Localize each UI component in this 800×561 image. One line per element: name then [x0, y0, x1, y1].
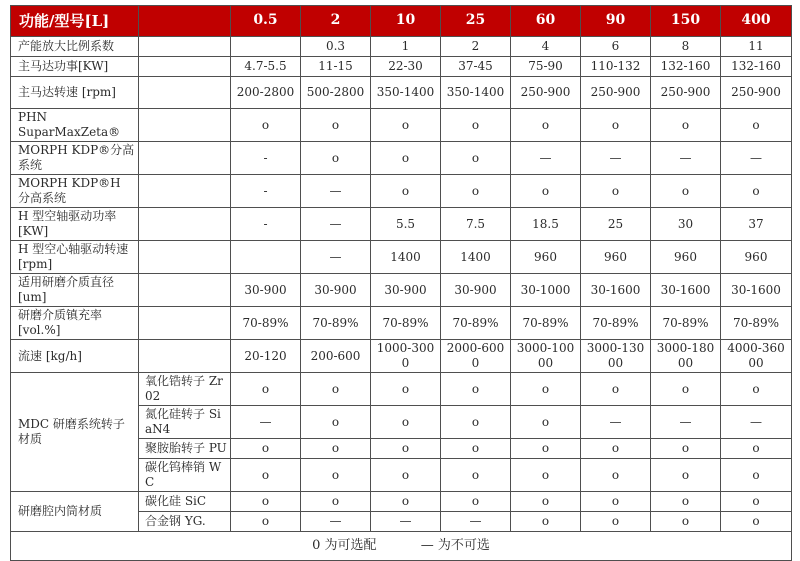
- spec-cell: o: [301, 373, 371, 406]
- legend-cell: [11, 532, 792, 561]
- row-sublabel: [139, 241, 231, 274]
- spec-cell: o: [511, 109, 581, 142]
- spec-cell: 70-89%: [301, 307, 371, 340]
- spec-cell: o: [231, 492, 301, 512]
- spec-cell: o: [651, 439, 721, 459]
- table-row: [11, 109, 792, 142]
- row-sublabel: 氧化锆转子 Zr02: [139, 373, 231, 406]
- spec-cell: o: [651, 492, 721, 512]
- spec-cell: 960: [511, 241, 581, 274]
- spec-cell: —: [581, 142, 651, 175]
- header-model-25: 25: [441, 6, 511, 37]
- row-sublabel: [139, 37, 231, 57]
- spec-cell: 4000-36000: [721, 340, 792, 373]
- table-row: [11, 307, 792, 340]
- spec-cell: 11: [721, 37, 792, 57]
- spec-cell: 70-89%: [581, 307, 651, 340]
- spec-cell: 960: [721, 241, 792, 274]
- spec-cell: 960: [651, 241, 721, 274]
- spec-cell: —: [581, 406, 651, 439]
- row-label: H 型空心轴驱动转速 [rpm]: [11, 241, 139, 274]
- spec-cell: o: [301, 109, 371, 142]
- row-sublabel: [139, 77, 231, 109]
- spec-cell: o: [231, 512, 301, 532]
- spec-cell: 3000-10000: [511, 340, 581, 373]
- spec-cell: o: [581, 175, 651, 208]
- spec-cell: o: [581, 373, 651, 406]
- spec-cell: o: [371, 109, 441, 142]
- spec-cell: o: [511, 512, 581, 532]
- spec-cell: 6: [581, 37, 651, 57]
- row-label: 主马达功事[KW]: [11, 57, 139, 77]
- spec-cell: o: [581, 459, 651, 492]
- table-row: [11, 37, 792, 57]
- spec-cell: o: [721, 459, 792, 492]
- row-label: MORPH KDP®H 分高系统: [11, 175, 139, 208]
- spec-cell: 132-160: [721, 57, 792, 77]
- spec-cell: -: [231, 142, 301, 175]
- spec-cell: o: [371, 406, 441, 439]
- spec-cell: o: [721, 492, 792, 512]
- spec-cell: 1400: [371, 241, 441, 274]
- row-sublabel: [139, 109, 231, 142]
- header-model-0.5: 0.5: [231, 6, 301, 37]
- spec-cell: 7.5: [441, 208, 511, 241]
- table-header: [11, 6, 792, 37]
- legend-optional: 0 为可选配: [312, 537, 377, 553]
- spec-cell: o: [721, 175, 792, 208]
- spec-cell: o: [511, 373, 581, 406]
- spec-cell: 350-1400: [371, 77, 441, 109]
- spec-cell: 30: [651, 208, 721, 241]
- spec-cell: —: [301, 175, 371, 208]
- spec-cell: o: [301, 439, 371, 459]
- spec-cell: o: [371, 373, 441, 406]
- spec-cell: —: [441, 512, 511, 532]
- spec-cell: o: [511, 439, 581, 459]
- spec-cell: o: [651, 512, 721, 532]
- table-row: [11, 208, 792, 241]
- spec-cell: 30-900: [371, 274, 441, 307]
- spec-cell: 70-89%: [651, 307, 721, 340]
- spec-cell: —: [231, 406, 301, 439]
- row-sublabel: [139, 208, 231, 241]
- spec-cell: o: [371, 492, 441, 512]
- spec-cell: 2000-6000: [441, 340, 511, 373]
- row-sublabel: 氮化硅转子 SiaN4: [139, 406, 231, 439]
- spec-cell: —: [651, 406, 721, 439]
- row-label: 研磨介质镇充率 [vol.%]: [11, 307, 139, 340]
- spec-cell: —: [371, 512, 441, 532]
- spec-cell: o: [651, 459, 721, 492]
- row-label: 流速 [kg/h]: [11, 340, 139, 373]
- spec-cell: 8: [651, 37, 721, 57]
- spec-cell: 11-15: [301, 57, 371, 77]
- table-row: [11, 340, 792, 373]
- spec-cell: -: [231, 175, 301, 208]
- spec-cell: —: [721, 406, 792, 439]
- row-sublabel: 聚胺胎转子 PU: [139, 439, 231, 459]
- spec-cell: o: [651, 175, 721, 208]
- spec-cell: 37-45: [441, 57, 511, 77]
- table-body: [11, 37, 792, 532]
- spec-cell: o: [511, 175, 581, 208]
- spec-cell: 30-1600: [581, 274, 651, 307]
- spec-cell: o: [441, 142, 511, 175]
- spec-cell: 30-1600: [651, 274, 721, 307]
- spec-cell: 960: [581, 241, 651, 274]
- spec-cell: o: [371, 142, 441, 175]
- spec-cell: o: [581, 439, 651, 459]
- header-model-400: 400: [721, 6, 792, 37]
- spec-cell: 2: [441, 37, 511, 57]
- spec-cell: 350-1400: [441, 77, 511, 109]
- table-row: [11, 142, 792, 175]
- spec-cell: 500-2800: [301, 77, 371, 109]
- spec-cell: 250-900: [651, 77, 721, 109]
- row-label: 产能放大比例系数: [11, 37, 139, 57]
- spec-cell: o: [581, 492, 651, 512]
- spec-cell: 30-900: [231, 274, 301, 307]
- spec-cell: 250-900: [721, 77, 792, 109]
- spec-cell: 70-89%: [511, 307, 581, 340]
- row-sublabel: [139, 340, 231, 373]
- header-model-90: 90: [581, 6, 651, 37]
- spec-cell: 3000-13000: [581, 340, 651, 373]
- spec-cell: 1000-3000: [371, 340, 441, 373]
- table-row: [11, 57, 792, 77]
- spec-cell: 1400: [441, 241, 511, 274]
- table-row: [11, 175, 792, 208]
- spec-cell: o: [651, 373, 721, 406]
- spec-cell: [231, 241, 301, 274]
- spec-cell: o: [721, 109, 792, 142]
- row-label: 研磨腔内筒材质: [11, 492, 139, 532]
- header-empty-cell: [139, 6, 231, 37]
- header-model-60: 60: [511, 6, 581, 37]
- spec-cell: 0.3: [301, 37, 371, 57]
- spec-cell: 200-2800: [231, 77, 301, 109]
- spec-cell: —: [301, 512, 371, 532]
- spec-cell: 200-600: [301, 340, 371, 373]
- table-row: [11, 373, 792, 406]
- spec-cell: 37: [721, 208, 792, 241]
- spec-cell: o: [301, 406, 371, 439]
- row-label: H 型空轴驱动功率[KW]: [11, 208, 139, 241]
- spec-cell: 70-89%: [721, 307, 792, 340]
- row-sublabel: [139, 307, 231, 340]
- legend-row: [11, 532, 792, 561]
- row-sublabel: [139, 274, 231, 307]
- spec-cell: 18.5: [511, 208, 581, 241]
- spec-cell: —: [511, 142, 581, 175]
- table-row: [11, 274, 792, 307]
- spec-cell: o: [231, 109, 301, 142]
- header-model-150: 150: [651, 6, 721, 37]
- spec-cell: 70-89%: [231, 307, 301, 340]
- spec-cell: 30-900: [301, 274, 371, 307]
- spec-cell: o: [581, 109, 651, 142]
- spec-cell: o: [441, 406, 511, 439]
- spec-cell: 250-900: [581, 77, 651, 109]
- spec-cell: —: [301, 241, 371, 274]
- header-row: [11, 6, 792, 37]
- spec-cell: [231, 37, 301, 57]
- header-model-10: 10: [371, 6, 441, 37]
- table-row: [11, 241, 792, 274]
- spec-cell: 30-1600: [721, 274, 792, 307]
- spec-cell: o: [301, 142, 371, 175]
- spec-cell: o: [441, 459, 511, 492]
- spec-cell: 20-120: [231, 340, 301, 373]
- spec-cell: 25: [581, 208, 651, 241]
- spec-cell: o: [231, 373, 301, 406]
- row-sublabel: [139, 175, 231, 208]
- spec-cell: 22-30: [371, 57, 441, 77]
- table-row: [11, 77, 792, 109]
- spec-cell: o: [511, 406, 581, 439]
- spec-cell: —: [651, 142, 721, 175]
- spec-cell: o: [231, 439, 301, 459]
- spec-cell: 70-89%: [441, 307, 511, 340]
- spec-cell: 4.7-5.5: [231, 57, 301, 77]
- spec-cell: o: [441, 492, 511, 512]
- spec-cell: o: [721, 439, 792, 459]
- spec-cell: o: [371, 439, 441, 459]
- spec-cell: o: [371, 459, 441, 492]
- spec-cell: o: [231, 459, 301, 492]
- spec-cell: o: [721, 512, 792, 532]
- spec-cell: 30-1000: [511, 274, 581, 307]
- row-label: MDC 研磨系统转子材质: [11, 373, 139, 492]
- spec-cell: 1: [371, 37, 441, 57]
- table-row: [11, 492, 792, 512]
- spec-cell: o: [441, 439, 511, 459]
- table-footer: [11, 532, 792, 561]
- row-label: 适用研磨介质直径 [um]: [11, 274, 139, 307]
- spec-cell: 30-900: [441, 274, 511, 307]
- spec-cell: 70-89%: [371, 307, 441, 340]
- header-function-model-label: 功能/型号[L]: [11, 6, 139, 37]
- spec-cell: —: [721, 142, 792, 175]
- spec-cell: 250-900: [511, 77, 581, 109]
- row-sublabel: [139, 57, 231, 77]
- spec-cell: o: [301, 459, 371, 492]
- row-label: 主马达转速 [rpm]: [11, 77, 139, 109]
- spec-cell: —: [301, 208, 371, 241]
- spec-cell: o: [441, 109, 511, 142]
- row-sublabel: 碳化硅 SiC: [139, 492, 231, 512]
- spec-cell: o: [511, 492, 581, 512]
- row-sublabel: 合金钢 YG.: [139, 512, 231, 532]
- spec-cell: 75-90: [511, 57, 581, 77]
- legend-unavailable: — 为不可选: [420, 537, 490, 553]
- row-sublabel: 碳化钨棒销 WC: [139, 459, 231, 492]
- row-label: PHN SuparMaxZeta®: [11, 109, 139, 142]
- spec-cell: o: [511, 459, 581, 492]
- spec-cell: o: [371, 175, 441, 208]
- spec-cell: 5.5: [371, 208, 441, 241]
- spec-cell: 132-160: [651, 57, 721, 77]
- row-label: MORPH KDP®分高系统: [11, 142, 139, 175]
- spec-cell: o: [721, 373, 792, 406]
- spec-cell: o: [441, 373, 511, 406]
- spec-cell: o: [441, 175, 511, 208]
- spec-cell: 3000-18000: [651, 340, 721, 373]
- spec-cell: 110-132: [581, 57, 651, 77]
- row-sublabel: [139, 142, 231, 175]
- spec-cell: -: [231, 208, 301, 241]
- spec-cell: o: [581, 512, 651, 532]
- spec-cell: o: [651, 109, 721, 142]
- header-model-2: 2: [301, 6, 371, 37]
- spec-cell: o: [301, 492, 371, 512]
- spec-cell: 4: [511, 37, 581, 57]
